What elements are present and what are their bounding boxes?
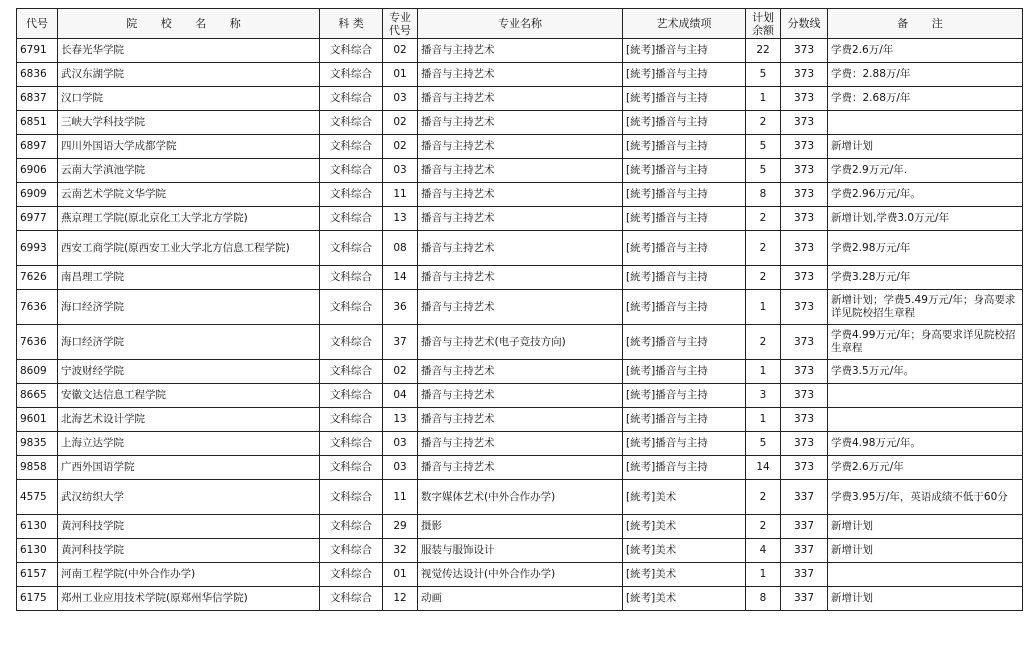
cell-category: 文科综合 (320, 87, 383, 111)
cell-school: 云南大学滇池学院 (58, 159, 320, 183)
cell-score: 373 (781, 183, 828, 207)
cell-score: 337 (781, 587, 828, 611)
cell-art-item: [統考]美术 (623, 539, 746, 563)
cell-school: 三峡大学科技学院 (58, 111, 320, 135)
cell-note: 学费2.96万元/年。 (828, 183, 1023, 207)
cell-major: 播音与主持艺术 (418, 360, 623, 384)
cell-score: 373 (781, 456, 828, 480)
table-row (17, 384, 1023, 408)
cell-code: 6837 (17, 87, 58, 111)
cell-major: 播音与主持艺术 (418, 290, 623, 325)
cell-score: 373 (781, 231, 828, 266)
cell-code: 9835 (17, 432, 58, 456)
cell-score: 373 (781, 39, 828, 63)
cell-score: 373 (781, 135, 828, 159)
cell-major-code: 03 (383, 87, 418, 111)
cell-category: 文科综合 (320, 63, 383, 87)
cell-category: 文科综合 (320, 183, 383, 207)
cell-score: 373 (781, 432, 828, 456)
cell-major: 播音与主持艺术 (418, 231, 623, 266)
cell-note: 学费2.6万元/年 (828, 456, 1023, 480)
cell-note: 学费4.99万元/年；身高要求详见院校招生章程 (828, 325, 1023, 360)
cell-art-item: [統考]播音与主持 (623, 408, 746, 432)
cell-major-code: 11 (383, 480, 418, 515)
cell-major-code: 01 (383, 563, 418, 587)
cell-major: 播音与主持艺术 (418, 384, 623, 408)
cell-major: 播音与主持艺术 (418, 39, 623, 63)
cell-note: 新增计划,学费3.0万元/年 (828, 207, 1023, 231)
table-row (17, 207, 1023, 231)
header-remaining: 计划余额 (746, 9, 781, 39)
table-row (17, 135, 1023, 159)
cell-remaining: 1 (746, 408, 781, 432)
cell-note: 学费2.98万元/年 (828, 231, 1023, 266)
cell-school: 武汉纺织大学 (58, 480, 320, 515)
cell-score: 373 (781, 290, 828, 325)
table-row (17, 183, 1023, 207)
table-row (17, 563, 1023, 587)
cell-major: 动画 (418, 587, 623, 611)
cell-major-code: 29 (383, 515, 418, 539)
cell-remaining: 5 (746, 159, 781, 183)
cell-major-code: 13 (383, 408, 418, 432)
cell-remaining: 2 (746, 325, 781, 360)
cell-major-code: 02 (383, 111, 418, 135)
cell-major: 播音与主持艺术 (418, 456, 623, 480)
cell-remaining: 1 (746, 87, 781, 111)
cell-note: 新增计划 (828, 515, 1023, 539)
table-row (17, 39, 1023, 63)
cell-remaining: 5 (746, 432, 781, 456)
cell-note: 新增计划 (828, 587, 1023, 611)
cell-major: 播音与主持艺术 (418, 159, 623, 183)
cell-code: 6836 (17, 63, 58, 87)
cell-remaining: 2 (746, 111, 781, 135)
table-row (17, 480, 1023, 515)
cell-school: 宁波财经学院 (58, 360, 320, 384)
cell-note: 新增计划 (828, 135, 1023, 159)
cell-score: 373 (781, 159, 828, 183)
cell-code: 8665 (17, 384, 58, 408)
cell-note (828, 408, 1023, 432)
cell-score: 373 (781, 87, 828, 111)
cell-remaining: 2 (746, 515, 781, 539)
cell-category: 文科综合 (320, 384, 383, 408)
cell-score: 373 (781, 408, 828, 432)
header-category: 科 类 (320, 9, 383, 39)
cell-category: 文科综合 (320, 432, 383, 456)
cell-school: 河南工程学院(中外合作办学) (58, 563, 320, 587)
cell-art-item: [統考]播音与主持 (623, 456, 746, 480)
cell-school: 云南艺术学院文华学院 (58, 183, 320, 207)
cell-category: 文科综合 (320, 266, 383, 290)
cell-art-item: [統考]播音与主持 (623, 39, 746, 63)
cell-art-item: [統考]美术 (623, 480, 746, 515)
cell-remaining: 8 (746, 183, 781, 207)
cell-remaining: 1 (746, 563, 781, 587)
cell-category: 文科综合 (320, 135, 383, 159)
header-art-item: 艺术成绩项 (623, 9, 746, 39)
cell-remaining: 22 (746, 39, 781, 63)
table-row (17, 360, 1023, 384)
table-row (17, 63, 1023, 87)
table-row (17, 432, 1023, 456)
cell-score: 373 (781, 360, 828, 384)
cell-category: 文科综合 (320, 290, 383, 325)
table-row (17, 539, 1023, 563)
cell-code: 7636 (17, 290, 58, 325)
cell-remaining: 14 (746, 456, 781, 480)
cell-art-item: [統考]美术 (623, 515, 746, 539)
cell-art-item: [統考]播音与主持 (623, 87, 746, 111)
cell-note: 学费：2.68万/年 (828, 87, 1023, 111)
cell-school: 郑州工业应用技术学院(原郑州华信学院) (58, 587, 320, 611)
cell-score: 373 (781, 266, 828, 290)
cell-major: 播音与主持艺术 (418, 266, 623, 290)
cell-code: 6130 (17, 515, 58, 539)
cell-category: 文科综合 (320, 456, 383, 480)
cell-major-code: 08 (383, 231, 418, 266)
cell-major-code: 03 (383, 456, 418, 480)
cell-school: 广西外国语学院 (58, 456, 320, 480)
cell-major-code: 03 (383, 159, 418, 183)
cell-remaining: 1 (746, 290, 781, 325)
table-row (17, 266, 1023, 290)
cell-major: 播音与主持艺术 (418, 408, 623, 432)
admission-table-sheet (16, 8, 1023, 611)
cell-remaining: 2 (746, 207, 781, 231)
cell-score: 373 (781, 111, 828, 135)
cell-code: 6993 (17, 231, 58, 266)
table-row (17, 87, 1023, 111)
cell-category: 文科综合 (320, 39, 383, 63)
cell-art-item: [統考]播音与主持 (623, 384, 746, 408)
table-body (17, 39, 1023, 611)
table-row (17, 159, 1023, 183)
cell-art-item: [統考]播音与主持 (623, 111, 746, 135)
cell-major-code: 02 (383, 39, 418, 63)
cell-code: 8609 (17, 360, 58, 384)
cell-art-item: [統考]播音与主持 (623, 432, 746, 456)
cell-art-item: [統考]播音与主持 (623, 231, 746, 266)
header-major-code: 专业代号 (383, 9, 418, 39)
cell-category: 文科综合 (320, 563, 383, 587)
cell-major-code: 32 (383, 539, 418, 563)
cell-remaining: 1 (746, 360, 781, 384)
cell-school: 上海立达学院 (58, 432, 320, 456)
header-major: 专业名称 (418, 9, 623, 39)
cell-remaining: 5 (746, 135, 781, 159)
cell-code: 6909 (17, 183, 58, 207)
cell-major: 播音与主持艺术 (418, 63, 623, 87)
cell-school: 南昌理工学院 (58, 266, 320, 290)
cell-score: 337 (781, 515, 828, 539)
cell-score: 337 (781, 480, 828, 515)
admission-plan-table (16, 8, 1023, 611)
cell-major: 播音与主持艺术 (418, 183, 623, 207)
cell-remaining: 8 (746, 587, 781, 611)
cell-note: 学费2.6万/年 (828, 39, 1023, 63)
cell-score: 337 (781, 563, 828, 587)
cell-category: 文科综合 (320, 360, 383, 384)
cell-remaining: 5 (746, 63, 781, 87)
cell-category: 文科综合 (320, 159, 383, 183)
cell-note: 学费4.98万元/年。 (828, 432, 1023, 456)
header-score: 分数线 (781, 9, 828, 39)
header-code: 代号 (17, 9, 58, 39)
table-row (17, 515, 1023, 539)
cell-note: 学费3.28万元/年 (828, 266, 1023, 290)
cell-note (828, 563, 1023, 587)
cell-score: 373 (781, 325, 828, 360)
table-row (17, 325, 1023, 360)
cell-note: 学费：2.88万/年 (828, 63, 1023, 87)
table-row (17, 456, 1023, 480)
cell-note: 学费3.5万元/年。 (828, 360, 1023, 384)
cell-major-code: 14 (383, 266, 418, 290)
cell-code: 6130 (17, 539, 58, 563)
cell-art-item: [統考]播音与主持 (623, 266, 746, 290)
cell-school: 西安工商学院(原西安工业大学北方信息工程学院) (58, 231, 320, 266)
cell-remaining: 4 (746, 539, 781, 563)
cell-category: 文科综合 (320, 587, 383, 611)
table-row (17, 290, 1023, 325)
cell-code: 4575 (17, 480, 58, 515)
cell-school: 海口经济学院 (58, 290, 320, 325)
cell-category: 文科综合 (320, 480, 383, 515)
cell-major-code: 11 (383, 183, 418, 207)
cell-category: 文科综合 (320, 539, 383, 563)
cell-art-item: [統考]播音与主持 (623, 325, 746, 360)
cell-code: 6157 (17, 563, 58, 587)
table-row (17, 587, 1023, 611)
cell-school: 汉口学院 (58, 87, 320, 111)
cell-category: 文科综合 (320, 515, 383, 539)
cell-school: 黄河科技学院 (58, 539, 320, 563)
cell-major: 数字媒体艺术(中外合作办学) (418, 480, 623, 515)
cell-major-code: 36 (383, 290, 418, 325)
cell-major: 播音与主持艺术 (418, 207, 623, 231)
table-row (17, 111, 1023, 135)
cell-school: 武汉东湖学院 (58, 63, 320, 87)
cell-note: 新增计划；学费5.49万元/年；身高要求详见院校招生章程 (828, 290, 1023, 325)
cell-art-item: [統考]播音与主持 (623, 135, 746, 159)
cell-score: 337 (781, 539, 828, 563)
cell-school: 海口经济学院 (58, 325, 320, 360)
cell-major: 播音与主持艺术 (418, 432, 623, 456)
cell-major-code: 12 (383, 587, 418, 611)
cell-code: 6791 (17, 39, 58, 63)
cell-art-item: [統考]美术 (623, 587, 746, 611)
cell-major: 摄影 (418, 515, 623, 539)
cell-code: 6175 (17, 587, 58, 611)
header-note: 备 注 (828, 9, 1023, 39)
cell-category: 文科综合 (320, 111, 383, 135)
cell-category: 文科综合 (320, 231, 383, 266)
cell-major-code: 02 (383, 360, 418, 384)
table-row (17, 231, 1023, 266)
cell-remaining: 2 (746, 231, 781, 266)
cell-school: 黄河科技学院 (58, 515, 320, 539)
cell-note: 新增计划 (828, 539, 1023, 563)
cell-major: 播音与主持艺术 (418, 135, 623, 159)
cell-code: 9601 (17, 408, 58, 432)
cell-school: 安徽文达信息工程学院 (58, 384, 320, 408)
header-school: 院 校 名 称 (58, 9, 320, 39)
cell-major-code: 37 (383, 325, 418, 360)
cell-major: 播音与主持艺术 (418, 87, 623, 111)
table-row (17, 408, 1023, 432)
cell-note (828, 111, 1023, 135)
cell-major: 视觉传达设计(中外合作办学) (418, 563, 623, 587)
cell-art-item: [統考]播音与主持 (623, 360, 746, 384)
cell-code: 7636 (17, 325, 58, 360)
cell-major-code: 13 (383, 207, 418, 231)
cell-major: 播音与主持艺术 (418, 111, 623, 135)
cell-note (828, 384, 1023, 408)
cell-art-item: [統考]美术 (623, 563, 746, 587)
cell-remaining: 3 (746, 384, 781, 408)
cell-art-item: [統考]播音与主持 (623, 63, 746, 87)
cell-school: 北海艺术设计学院 (58, 408, 320, 432)
cell-note: 学费3.95万/年，英语成绩不低于60分 (828, 480, 1023, 515)
cell-major-code: 01 (383, 63, 418, 87)
cell-remaining: 2 (746, 480, 781, 515)
cell-code: 6906 (17, 159, 58, 183)
cell-remaining: 2 (746, 266, 781, 290)
cell-code: 6851 (17, 111, 58, 135)
cell-major: 服装与服饰设计 (418, 539, 623, 563)
cell-art-item: [統考]播音与主持 (623, 207, 746, 231)
cell-art-item: [統考]播音与主持 (623, 290, 746, 325)
cell-code: 6897 (17, 135, 58, 159)
cell-art-item: [統考]播音与主持 (623, 183, 746, 207)
cell-category: 文科综合 (320, 408, 383, 432)
cell-school: 燕京理工学院(原北京化工大学北方学院) (58, 207, 320, 231)
cell-major-code: 02 (383, 135, 418, 159)
table-header-row (17, 9, 1023, 39)
cell-score: 373 (781, 63, 828, 87)
cell-art-item: [統考]播音与主持 (623, 159, 746, 183)
cell-score: 373 (781, 207, 828, 231)
cell-code: 7626 (17, 266, 58, 290)
cell-code: 6977 (17, 207, 58, 231)
cell-category: 文科综合 (320, 325, 383, 360)
cell-score: 373 (781, 384, 828, 408)
cell-major-code: 04 (383, 384, 418, 408)
cell-note: 学费2.9万元/年. (828, 159, 1023, 183)
cell-school: 长春光华学院 (58, 39, 320, 63)
cell-code: 9858 (17, 456, 58, 480)
cell-category: 文科综合 (320, 207, 383, 231)
cell-major-code: 03 (383, 432, 418, 456)
cell-school: 四川外国语大学成都学院 (58, 135, 320, 159)
cell-major: 播音与主持艺术(电子竞技方向) (418, 325, 623, 360)
